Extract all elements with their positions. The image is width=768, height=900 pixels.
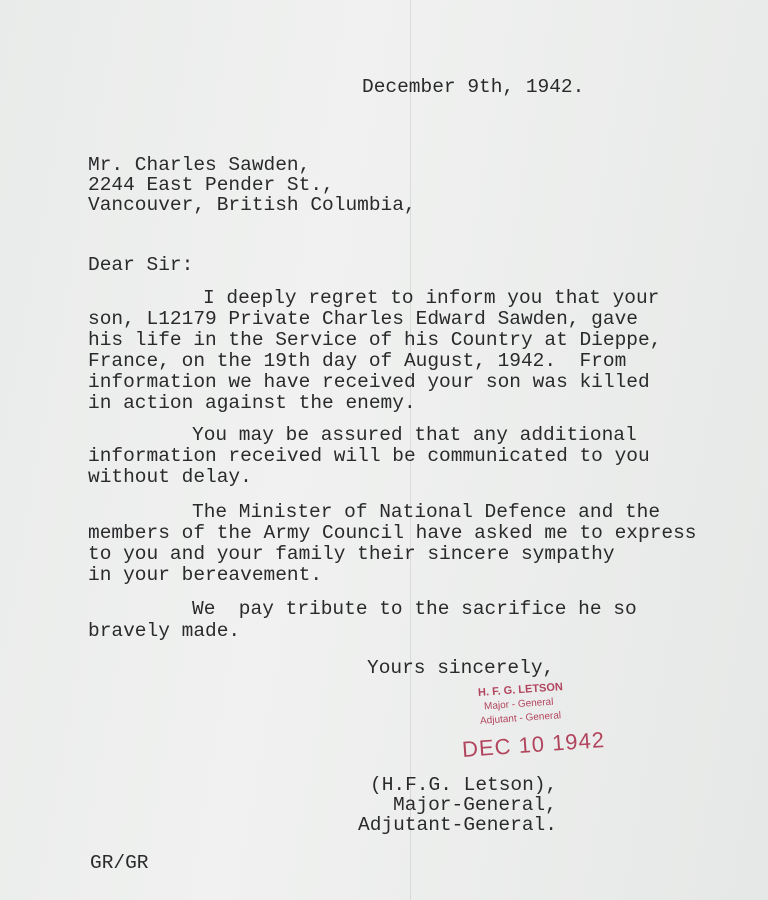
body-line: without delay.: [88, 466, 252, 488]
stamp-date: DEC 10 1942: [461, 727, 606, 762]
address-line: Mr. Charles Sawden,: [88, 154, 311, 176]
body-line: information received will be communicated to you: [88, 445, 650, 467]
body-line: in your bereavement.: [88, 564, 323, 586]
body-line: bravely made.: [88, 620, 241, 642]
body-line: I deeply regret to inform you that your: [203, 287, 660, 309]
body-line: We pay tribute to the sacrifice he so: [192, 598, 637, 620]
body-line: to you and your family their sincere sympathy: [88, 543, 615, 565]
body-line: son, L12179 Private Charles Edward Sawden, gave: [88, 308, 638, 330]
body-line: You may be assured that any additional: [192, 424, 637, 446]
signature-title: Adjutant-General.: [358, 814, 557, 836]
address-line: Vancouver, British Columbia,: [88, 194, 416, 216]
signature-name: (H.F.G. Letson),: [370, 774, 558, 796]
body-line: The Minister of National Defence and the: [192, 501, 661, 523]
closing: Yours sincerely,: [367, 657, 555, 679]
stamp-rank: Major - General: [483, 696, 554, 713]
stamp-title: Adjutant - General: [479, 710, 562, 727]
body-line: his life in the Service of his Country at Dieppe,: [88, 329, 662, 351]
salutation: Dear Sir:: [88, 254, 194, 276]
body-line: information we have received your son was killed: [88, 371, 650, 393]
address-line: 2244 East Pender St.,: [88, 174, 334, 196]
reference-initials: GR/GR: [90, 852, 149, 874]
letter-date: December 9th, 1942.: [362, 76, 585, 98]
body-line: in action against the enemy.: [88, 392, 416, 414]
stamp-name: H. F. G. LETSON: [477, 681, 564, 699]
body-line: France, on the 19th day of August, 1942. From: [88, 350, 627, 372]
body-line: members of the Army Council have asked me to express: [88, 522, 697, 544]
signature-rank: Major-General,: [393, 794, 557, 816]
